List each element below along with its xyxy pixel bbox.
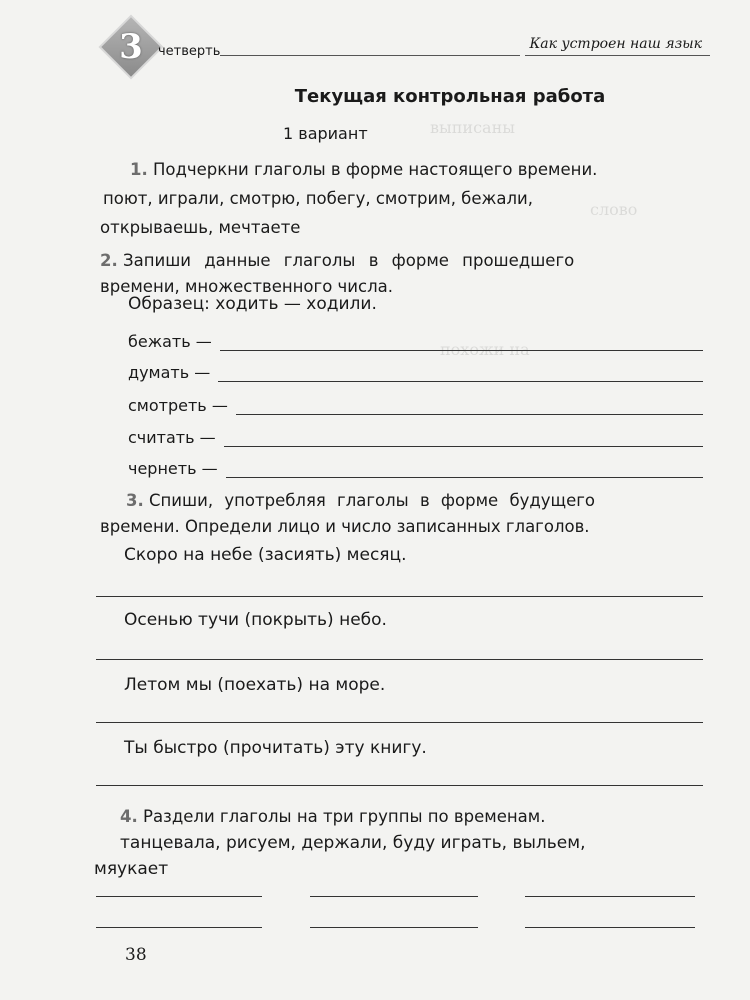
page-number: 38 bbox=[125, 945, 147, 965]
task-2-instruction bbox=[100, 247, 705, 274]
bleed-through-text: похожи на bbox=[440, 340, 530, 359]
answer-line[interactable] bbox=[236, 402, 703, 415]
bleed-through-text: слово bbox=[590, 200, 638, 219]
task-4-words: мяукает bbox=[94, 859, 169, 879]
variant-label: 1 вариант bbox=[283, 124, 368, 143]
sentence: Ты быстро (прочитать) эту книгу. bbox=[124, 738, 427, 758]
task-2 bbox=[100, 247, 705, 299]
verb-answer-row[interactable] bbox=[128, 391, 703, 415]
task-number: 4. bbox=[120, 807, 138, 826]
task-1-instruction bbox=[100, 155, 705, 184]
group-answer-line[interactable] bbox=[96, 927, 262, 928]
bleed-through-text: выписаны bbox=[430, 118, 515, 137]
page-header bbox=[100, 20, 710, 90]
answer-line[interactable] bbox=[96, 722, 703, 723]
task-number: 3. bbox=[126, 491, 144, 510]
page-title: Текущая контрольная работа bbox=[294, 86, 606, 107]
verb-label: смотреть — bbox=[128, 396, 228, 415]
sentence: Летом мы (поехать) на море. bbox=[124, 675, 386, 695]
instruction-text: времени. Определи лицо и число записанных глаголов. bbox=[100, 517, 590, 536]
verb-label: считать — bbox=[128, 428, 216, 447]
task-number: 2. bbox=[100, 251, 118, 270]
verb-answer-row[interactable] bbox=[128, 454, 703, 478]
task-1-words: открываешь, мечтаете bbox=[100, 218, 301, 237]
task-4-words: танцевала, рисуем, держали, буду играть, выльем, bbox=[120, 833, 586, 853]
instruction-text: Подчеркни глаголы в форме настоящего времени. bbox=[153, 160, 598, 179]
answer-line[interactable] bbox=[226, 465, 703, 478]
quarter-label: четверть bbox=[158, 44, 221, 59]
header-rule bbox=[525, 55, 710, 56]
answer-line[interactable] bbox=[224, 434, 703, 447]
verb-answer-row[interactable] bbox=[128, 423, 703, 447]
instruction-text: Спиши, употребляя глаголы в форме будущего bbox=[149, 491, 596, 510]
verb-answer-row[interactable] bbox=[128, 358, 703, 382]
group-answer-line[interactable] bbox=[310, 927, 478, 928]
instruction-text: Запиши данные глаголы в форме прошедшего bbox=[123, 251, 575, 270]
task-3-instruction bbox=[100, 488, 705, 514]
group-answer-line[interactable] bbox=[525, 927, 695, 928]
task-1-words: поют, играли, смотрю, побегу, смотрим, бежали, bbox=[103, 189, 533, 208]
answer-line[interactable] bbox=[96, 785, 703, 786]
verb-answer-row[interactable] bbox=[128, 327, 703, 351]
task-4 bbox=[94, 804, 705, 881]
quarter-number: 3 bbox=[119, 27, 143, 67]
answer-line[interactable] bbox=[96, 659, 703, 660]
group-answer-line[interactable] bbox=[310, 896, 478, 897]
section-title: Как устроен наш язык bbox=[529, 36, 702, 52]
verb-label: бежать — bbox=[128, 332, 212, 351]
answer-line[interactable] bbox=[96, 596, 703, 597]
task-4-instruction bbox=[100, 804, 705, 830]
answer-line[interactable] bbox=[220, 338, 703, 351]
task-1 bbox=[100, 155, 705, 242]
verb-label: чернеть — bbox=[128, 459, 218, 478]
task-3 bbox=[100, 488, 705, 540]
instruction-text: времени, множественного числа. bbox=[100, 277, 393, 296]
sample: Образец: ходить — ходили. bbox=[128, 294, 377, 314]
group-answer-line[interactable] bbox=[96, 896, 262, 897]
group-answer-line[interactable] bbox=[525, 896, 695, 897]
answer-line[interactable] bbox=[218, 369, 703, 382]
instruction-text: Раздели глаголы на три группы по временам. bbox=[143, 807, 546, 826]
task-number: 1. bbox=[130, 160, 148, 179]
sentence: Осенью тучи (покрыть) небо. bbox=[124, 610, 387, 630]
sentence: Скоро на небе (засиять) месяц. bbox=[124, 545, 407, 565]
verb-label: думать — bbox=[128, 363, 211, 382]
header-rule bbox=[220, 55, 520, 56]
